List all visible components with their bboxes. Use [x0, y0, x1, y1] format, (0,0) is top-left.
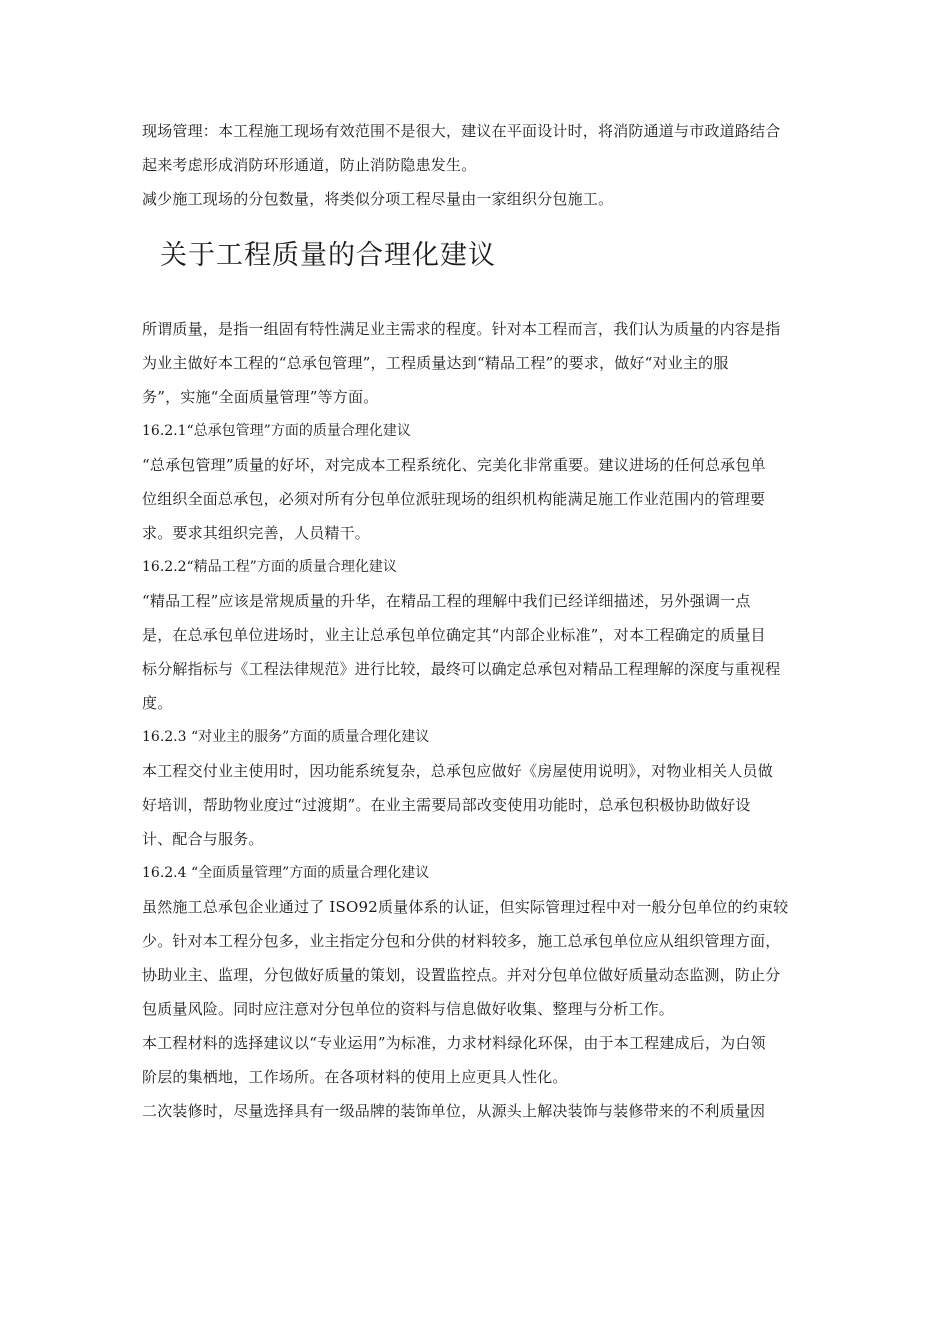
paragraph-materials — [142, 1026, 814, 1094]
section-heading: 关于工程质量的合理化建议 — [160, 240, 496, 271]
paragraph-quality-project — [142, 584, 814, 720]
text-line: 虽然施工总承包企业通过了 ISO92质量体系的认证，但实际管理过程中对一般分包单位的约束较 — [142, 898, 789, 916]
text-line: “精品工程”应该是常规质量的升华，在精品工程的理解中我们已经详细描述，另外强调一点 — [142, 592, 751, 610]
text-line: 减少施工现场的分包数量，将类似分项工程尽量由一家组织分包施工。 — [142, 190, 614, 208]
text-line: 所谓质量，是指一组固有特性满足业主需求的程度。针对本工程而言，我们认为质量的内容是指 — [142, 320, 781, 338]
paragraph-site-management — [142, 114, 814, 182]
text-line: “总承包管理”质量的好坏，对完成本工程系统化、完美化非常重要。建议进场的任何总承包单 — [142, 456, 766, 474]
paragraph-general-contract — [142, 448, 814, 550]
text-line: 计、配合与服务。 — [142, 830, 264, 848]
paragraph-subcontract — [142, 182, 814, 216]
text-line: 度。 — [142, 694, 173, 712]
text-line: 是，在总承包单位进场时，业主让总承包单位确定其“内部企业标准”，对本工程确定的质量目 — [142, 626, 766, 644]
text-line: 本工程材料的选择建议以“专业运用”为标准，力求材料绿化环保，由于本工程建成后，为白领 — [142, 1034, 766, 1052]
text-line: 本工程交付业主使用时，因功能系统复杂，总承包应做好《房屋使用说明》，对物业相关人员做 — [142, 762, 773, 780]
text-line: 务”，实施“全面质量管理”等方面。 — [142, 388, 379, 406]
paragraph-quality-definition — [142, 312, 814, 414]
subsection-heading-16-2-3: 16.2.3 “对业主的服务”方面的质量合理化建议 — [142, 729, 430, 745]
text-line: 标分解指标与《工程法律规范》进行比较，最终可以确定总承包对精品工程理解的深度与重视程 — [142, 660, 781, 678]
subsection-heading-16-2-4: 16.2.4 “全面质量管理”方面的质量合理化建议 — [142, 865, 430, 881]
text-line: 协助业主、监理，分包做好质量的策划，设置监控点。并对分包单位做好质量动态监测，防止分 — [142, 966, 781, 984]
subsection-heading-16-2-1: 16.2.1“总承包管理”方面的质量合理化建议 — [142, 423, 411, 439]
text-line: 起来考虑形成消防环形通道，防止消防隐患发生。 — [142, 156, 477, 174]
text-line: 求。要求其组织完善，人员精干。 — [142, 524, 371, 542]
document-page — [142, 114, 814, 1128]
paragraph-secondary-decoration — [142, 1094, 814, 1128]
text-line: 少。针对本工程分包多，业主指定分包和分供的材料较多，施工总承包单位应从组织管理方面， — [142, 932, 781, 950]
text-line: 位组织全面总承包，必须对所有分包单位派驻现场的组织机构能满足施工作业范围内的管理要 — [142, 490, 766, 508]
text-line: 包质量风险。同时应注意对分包单位的资料与信息做好收集、整理与分析工作。 — [142, 1000, 675, 1018]
paragraph-owner-service — [142, 754, 814, 856]
text-line: 二次装修时，尽量选择具有一级品牌的装饰单位，从源头上解决装饰与装修带来的不利质量因 — [142, 1102, 766, 1120]
subsection-heading-16-2-2: 16.2.2“精品工程”方面的质量合理化建议 — [142, 559, 397, 575]
text-line: 现场管理：本工程施工现场有效范围不是很大，建议在平面设计时，将消防通道与市政道路结合 — [142, 122, 781, 140]
text-line: 为业主做好本工程的“总承包管理”，工程质量达到“精品工程”的要求，做好“对业主的服 — [142, 354, 729, 372]
text-line: 好培训，帮助物业度过“过渡期”。在业主需要局部改变使用功能时，总承包积极协助做好设 — [142, 796, 751, 814]
paragraph-total-quality — [142, 890, 814, 1026]
text-line: 阶层的集栖地，工作场所。在各项材料的使用上应更具人性化。 — [142, 1068, 568, 1086]
